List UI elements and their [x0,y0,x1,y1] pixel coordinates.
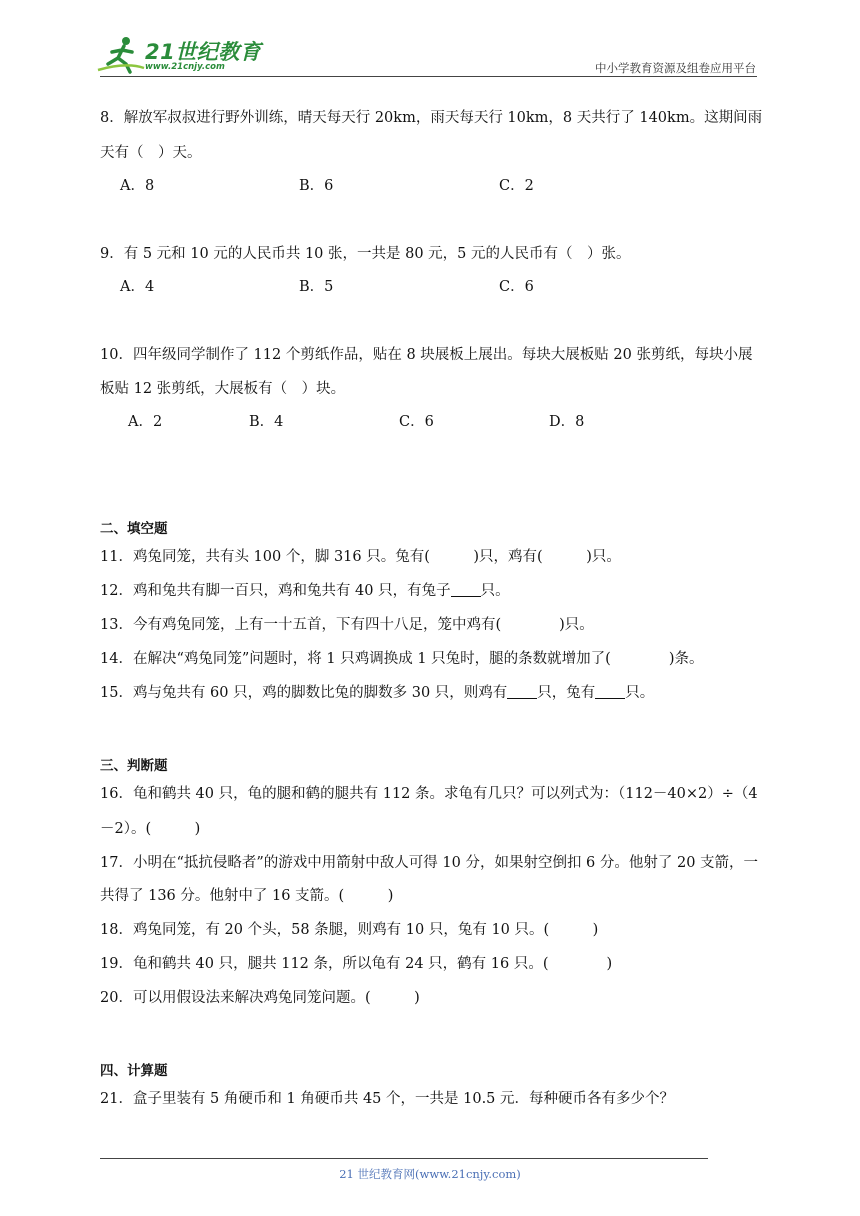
q15-text-b: 只，兔有 [537,685,596,701]
q10-line2: 板贴 12 张剪纸，大展板有（ ）块。 [100,381,346,397]
q18: 18．鸡兔同笼，有 20 个头，58 条腿，则鸡有 10 只，兔有 10 只。( ) [100,922,599,938]
header-divider [100,76,757,77]
logo-url: www.21cnjy.com [145,62,225,72]
q16-line1: 16．龟和鹤共 40 只，龟的腿和鹤的腿共有 112 条。求龟有几只？可以列式为：（112－40×2）÷（4 [100,786,758,802]
q8-line1: 8．解放军叔叔进行野外训练，晴天每天行 20km，雨天每天行 10km，8 天共行了 140km。这期间雨 [100,110,763,126]
q17-line1: 17．小明在“抵抗侵略者”的游戏中用箭射中敌人可得 10 分，如果射空倒扣 6 分。他射了 20 支箭，一 [100,855,759,871]
logo-text: 21世纪教育 [145,40,262,64]
q10-option-c: C．6 [399,414,434,430]
section2-title: 二、填空题 [100,521,168,537]
q15-text-a: 15．鸡与兔共有 60 只，鸡的脚数比兔的脚数多 30 只，则鸡有 [100,685,508,701]
q15 [100,681,654,702]
q13: 13．今有鸡兔同笼，上有一十五首，下有四十八足，笼中鸡有( )只。 [100,617,594,633]
q12-blank [451,582,481,598]
q10-option-d: D．8 [549,414,585,430]
q15-text-c: 只。 [625,685,655,701]
footer-link[interactable]: 21 世纪教育网(www.21cnjy.com) [339,1167,521,1181]
q9-line1: 9．有 5 元和 10 元的人民币共 10 张，一共是 80 元，5 元的人民币有（ ）张。 [100,246,631,262]
q12-text-b: 只。 [480,583,510,599]
section3-title: 三、判断题 [100,758,168,774]
q9-option-b: B．5 [299,279,334,295]
q19: 19．龟和鹤共 40 只，腿共 112 条，所以龟有 24 只，鹤有 16 只。( ) [100,956,613,972]
q8-option-b: B．6 [299,178,334,194]
q15-blank-1 [507,684,537,700]
q17-line2: 共得了 136 分。他射中了 16 支箭。( ) [100,888,394,904]
q12 [100,579,510,600]
q8-line2: 天有（ ）天。 [100,145,202,161]
q8-option-c: C．2 [499,178,534,194]
q10-option-b: B．4 [249,414,284,430]
q8-option-a: A．8 [120,178,155,194]
q14: 14．在解决“鸡兔同笼”问题时，将 1 只鸡调换成 1 只兔时，腿的条数就增加了( )条。 [100,651,704,667]
q21: 21．盒子里装有 5 角硬币和 1 角硬币共 45 个，一共是 10.5 元．每种硬币各有多少个？ [100,1091,675,1107]
q20: 20．可以用假设法来解决鸡兔同笼问题。( ) [100,990,420,1006]
q16-line2: －2）。( ) [100,821,201,837]
q10-line1: 10．四年级同学制作了 112 个剪纸作品，贴在 8 块展板上展出。每块大展板贴 20 张剪纸，每块小展 [100,347,753,363]
header-platform-text: 中小学教育资源及组卷应用平台 [595,61,756,75]
footer-divider [100,1158,708,1159]
q9-option-c: C．6 [499,279,534,295]
q10-option-a: A．2 [128,414,163,430]
q9-option-a: A．4 [120,279,155,295]
q12-text-a: 12．鸡和兔共有脚一百只，鸡和兔共有 40 只，有兔子 [100,583,451,599]
q15-blank-2 [595,684,625,700]
section4-title: 四、计算题 [100,1063,168,1079]
q11: 11．鸡兔同笼，共有头 100 个，脚 316 只。兔有( )只，鸡有( )只。 [100,549,621,565]
